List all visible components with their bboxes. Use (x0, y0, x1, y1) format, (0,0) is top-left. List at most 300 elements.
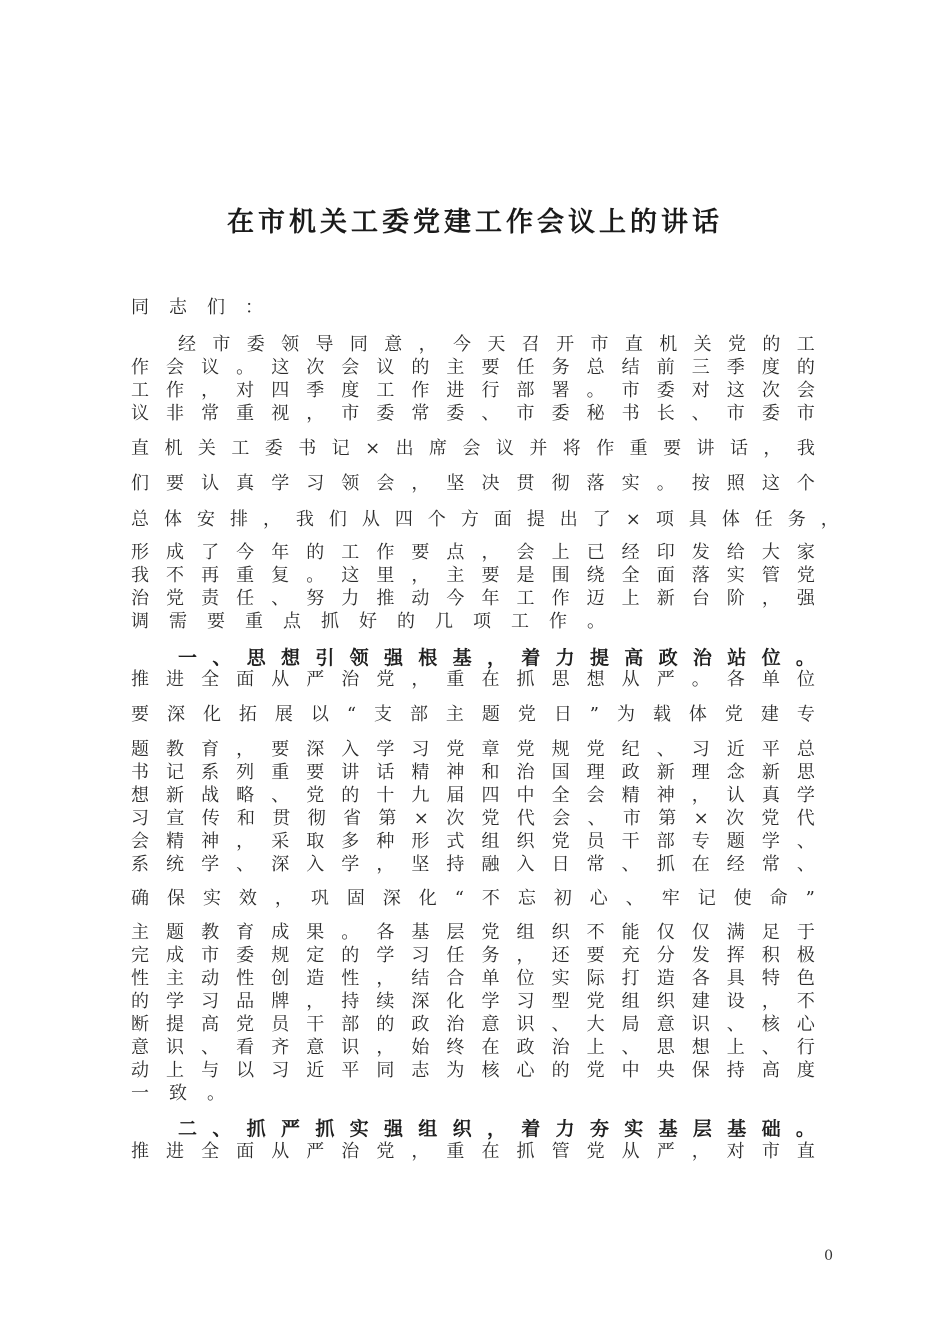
char: 体 (688, 704, 707, 725)
char: 政 (621, 762, 640, 783)
char: 今 (453, 334, 471, 355)
char: 位 (796, 669, 815, 690)
char: 断 (131, 1014, 149, 1035)
char: ， (481, 542, 500, 563)
char: 高 (624, 647, 644, 669)
char: ， (418, 334, 437, 355)
char: 、 (691, 403, 710, 424)
char: 行 (481, 380, 500, 401)
char: 实 (621, 473, 640, 494)
char: 组 (621, 991, 640, 1012)
char: 仅 (656, 922, 675, 943)
char: 育 (201, 739, 220, 760)
char: 要 (271, 739, 290, 760)
char: 。 (587, 611, 605, 632)
char: 对 (726, 1141, 745, 1162)
char: 位 (516, 968, 535, 989)
text-line (131, 784, 815, 808)
char: 导 (315, 334, 334, 355)
document-title: 在市机关工委党建工作会议上的讲话 (227, 207, 723, 238)
char: 对 (236, 380, 255, 401)
char: 动 (201, 968, 220, 989)
char: 推 (131, 669, 149, 690)
char: 严 (280, 1118, 300, 1140)
char: 党 (481, 922, 500, 943)
char: 点 (446, 542, 465, 563)
char: 的 (341, 945, 360, 966)
char: 议 (376, 357, 395, 378)
char: 贯 (516, 473, 535, 494)
char: 常 (411, 403, 430, 424)
char: 治 (516, 762, 535, 783)
char: 届 (446, 785, 465, 806)
char: 从 (271, 1141, 290, 1162)
char: 在 (481, 669, 500, 690)
char: 秘 (586, 403, 605, 424)
char: 年 (271, 542, 290, 563)
char: 化 (202, 704, 221, 725)
char: 以 (310, 704, 329, 725)
char: 根 (418, 647, 438, 669)
char: 的 (376, 1014, 395, 1035)
char: 管 (761, 565, 780, 586)
char: 党 (236, 1014, 255, 1035)
char: 具 (688, 509, 707, 530)
text-line (131, 830, 815, 854)
char: 习 (411, 739, 430, 760)
char: 基 (658, 1118, 678, 1140)
char: 认 (201, 473, 220, 494)
char: 委 (264, 438, 283, 459)
char: 、 (796, 854, 815, 875)
char: 党 (586, 739, 605, 760)
char: 和 (481, 762, 500, 783)
char: 市 (726, 403, 745, 424)
char: 育 (236, 922, 255, 943)
char: 、 (481, 403, 500, 424)
char: 意 (481, 1014, 500, 1035)
char: 保 (166, 888, 185, 909)
char: 点 (283, 611, 301, 632)
char: 党 (306, 785, 325, 806)
char: 抓 (656, 854, 675, 875)
char: 化 (418, 888, 437, 909)
char: 安 (196, 509, 215, 530)
text-line (131, 296, 815, 320)
char: 落 (691, 565, 710, 586)
section-heading-1 (178, 646, 815, 670)
char: 色 (796, 968, 815, 989)
char: 提 (589, 647, 609, 669)
char: 中 (516, 785, 535, 806)
char: 学 (481, 991, 500, 1012)
char: 终 (446, 1037, 465, 1058)
char: 我 (131, 565, 149, 586)
char: 对 (691, 380, 710, 401)
char: 、 (796, 831, 815, 852)
char: 、 (551, 1014, 570, 1035)
char: 品 (236, 991, 255, 1012)
char: 们 (328, 509, 347, 530)
char: 工 (516, 588, 535, 609)
text-line (131, 990, 815, 1014)
char: 会 (131, 831, 149, 852)
char: 委 (246, 334, 265, 355)
char: 、 (621, 854, 640, 875)
char: 话 (376, 762, 395, 783)
char: 了 (592, 509, 611, 530)
char: 第 (378, 808, 397, 829)
char: 题 (131, 739, 149, 760)
char: 志 (169, 297, 187, 318)
char: 省 (343, 808, 362, 829)
char: 是 (516, 565, 535, 586)
char: 规 (271, 945, 290, 966)
char: 议 (201, 357, 220, 378)
text-line (131, 761, 815, 785)
page-number: 0 (824, 1248, 833, 1264)
char: ， (306, 403, 325, 424)
char: 。 (306, 565, 325, 586)
char: 核 (761, 1014, 780, 1035)
char: 十 (376, 785, 395, 806)
char: 市 (621, 380, 640, 401)
char: 排 (229, 509, 248, 530)
char: 站 (727, 647, 747, 669)
char: 组 (516, 922, 535, 943)
char: 彻 (551, 473, 570, 494)
char: 市 (341, 403, 360, 424)
char: 一 (178, 647, 198, 669)
char: 党 (551, 831, 570, 852)
char: 任 (446, 945, 465, 966)
char: 续 (376, 991, 395, 1012)
char: 直 (624, 334, 643, 355)
char: 度 (341, 380, 360, 401)
char: 要 (131, 704, 149, 725)
char: ： (245, 297, 263, 318)
char: 教 (166, 739, 185, 760)
char: 日 (553, 704, 572, 725)
char: 的 (796, 357, 815, 378)
char: 部 (656, 831, 675, 852)
char: 发 (691, 945, 710, 966)
text-line (131, 668, 815, 692)
char: 记 (166, 762, 185, 783)
char: 印 (656, 542, 675, 563)
char: 意 (131, 1037, 149, 1058)
char: 作 (131, 357, 149, 378)
char: 治 (341, 669, 360, 690)
char: ， (691, 1141, 710, 1162)
char: 组 (418, 1118, 438, 1140)
char: 常 (761, 854, 780, 875)
char: 管 (551, 1141, 570, 1162)
char: 。 (586, 380, 605, 401)
char: 出 (559, 509, 578, 530)
char: 中 (621, 1060, 640, 1081)
char: × (693, 808, 709, 829)
char: × (365, 438, 381, 459)
char: 成 (271, 922, 290, 943)
char: 果 (306, 922, 325, 943)
text-line (131, 738, 815, 762)
char: 项 (473, 611, 491, 632)
char: 委 (376, 403, 395, 424)
char: 为 (616, 704, 635, 725)
char: 议 (131, 403, 149, 424)
char: 市 (516, 403, 535, 424)
char: 不 (166, 565, 185, 586)
char: 初 (553, 888, 572, 909)
char: 话 (729, 438, 748, 459)
char: 思 (551, 669, 570, 690)
char: 能 (621, 922, 640, 943)
char: 进 (166, 1141, 185, 1162)
char: 将 (562, 438, 581, 459)
text-line (131, 610, 815, 634)
char: 努 (306, 588, 325, 609)
char: 深 (382, 888, 401, 909)
char: 抓 (315, 1118, 335, 1140)
char: 三 (691, 357, 710, 378)
char: 宣 (166, 808, 185, 829)
char: 习 (271, 1060, 290, 1081)
char: 四 (481, 785, 500, 806)
char: 实 (551, 968, 570, 989)
text-line (131, 921, 815, 945)
char: 理 (691, 762, 710, 783)
char: 会 (462, 438, 481, 459)
char: ， (236, 739, 255, 760)
text-line (131, 944, 815, 968)
char: 意 (384, 334, 403, 355)
char: 委 (446, 403, 465, 424)
char: 。 (341, 922, 360, 943)
char: 主 (131, 922, 149, 943)
char: 委 (236, 945, 255, 966)
char: 学 (761, 831, 780, 852)
char: 采 (271, 831, 290, 852)
char: 深 (271, 854, 290, 875)
char: 、 (236, 854, 255, 875)
char: 完 (131, 945, 149, 966)
char: 上 (586, 1037, 605, 1058)
char: 新 (761, 762, 780, 783)
char: 主 (446, 565, 465, 586)
char: × (625, 509, 641, 530)
char: 干 (621, 831, 640, 852)
char: 务 (481, 945, 500, 966)
char: 书 (621, 403, 640, 424)
char: 造 (306, 968, 325, 989)
char: 委 (761, 403, 780, 424)
char: 工 (511, 611, 529, 632)
char: 治 (131, 588, 149, 609)
char: 题 (481, 704, 500, 725)
char: 员 (271, 1014, 290, 1035)
char: 、 (587, 808, 606, 829)
char: ， (411, 669, 430, 690)
char: 平 (341, 1060, 360, 1081)
char: 前 (656, 357, 675, 378)
section-heading-2 (178, 1117, 815, 1141)
char: 同 (131, 297, 149, 318)
char: 重 (446, 669, 465, 690)
char: 题 (166, 922, 185, 943)
char: ， (411, 473, 430, 494)
char: 动 (131, 1060, 149, 1081)
char: 新 (656, 762, 675, 783)
char: 推 (376, 588, 395, 609)
text-line (131, 402, 815, 426)
char: 要 (411, 542, 430, 563)
char: 。 (691, 669, 710, 690)
char: 党 (796, 565, 815, 586)
char: 同 (349, 334, 368, 355)
char: 学 (201, 854, 220, 875)
char: 持 (726, 1060, 745, 1081)
char: 严 (306, 669, 325, 690)
char: 层 (692, 1118, 712, 1140)
char: 想 (691, 1037, 710, 1058)
char: ， (761, 588, 780, 609)
char: 推 (131, 1141, 149, 1162)
char: 、 (625, 888, 644, 909)
char: 会 (586, 785, 605, 806)
char: 抓 (246, 1118, 266, 1140)
char: 力 (555, 647, 575, 669)
char: 、 (271, 588, 290, 609)
char: 习 (411, 945, 430, 966)
char: 实 (202, 888, 221, 909)
char: 题 (726, 831, 745, 852)
char: 深 (306, 739, 325, 760)
char: 足 (761, 922, 780, 943)
char: 重 (236, 403, 255, 424)
char: 意 (656, 1014, 675, 1035)
char: 按 (691, 473, 710, 494)
char: 展 (274, 704, 293, 725)
char: ， (236, 831, 255, 852)
char: 具 (726, 968, 745, 989)
char: 日 (551, 854, 570, 875)
char: 习 (201, 991, 220, 1012)
char: 学 (271, 473, 290, 494)
char: 充 (621, 945, 640, 966)
char: 为 (446, 1060, 465, 1081)
char: 强 (383, 647, 403, 669)
char: 识 (516, 1014, 535, 1035)
char: 识 (166, 1037, 185, 1058)
char: 党 (586, 991, 605, 1012)
char: 彻 (307, 808, 326, 829)
char: 重 (629, 438, 648, 459)
char: ， (201, 380, 220, 401)
char: 、 (761, 1037, 780, 1058)
char: 创 (271, 968, 290, 989)
char: 习 (131, 808, 149, 829)
char: 拓 (238, 704, 257, 725)
char: 认 (726, 785, 745, 806)
char: 学 (166, 991, 185, 1012)
char: 性 (236, 968, 255, 989)
char: 要 (207, 611, 225, 632)
char: 关 (197, 438, 216, 459)
char: 市 (796, 403, 815, 424)
char: 坚 (411, 854, 430, 875)
char: 强 (796, 588, 815, 609)
char: ， (411, 565, 430, 586)
char: 记 (331, 438, 350, 459)
char: 个 (796, 473, 815, 494)
char: 载 (652, 704, 671, 725)
char: 书 (131, 762, 149, 783)
char: 面 (236, 669, 255, 690)
char: 的 (131, 991, 149, 1012)
char: 结 (411, 968, 430, 989)
char: × (413, 808, 429, 829)
char: 心 (589, 888, 608, 909)
char: 会 (796, 380, 815, 401)
char: 作 (549, 611, 567, 632)
char: 特 (761, 968, 780, 989)
char: 积 (761, 945, 780, 966)
char: 规 (551, 739, 570, 760)
char: 。 (795, 1118, 815, 1140)
char: 仅 (691, 922, 710, 943)
text-line (131, 564, 815, 588)
char: 抓 (516, 669, 535, 690)
text-line (131, 967, 815, 991)
char: 会 (552, 808, 571, 829)
char: 在 (481, 1141, 500, 1162)
char: 第 (658, 808, 677, 829)
text-line (131, 379, 815, 403)
char: 重 (245, 611, 263, 632)
char: 发 (691, 542, 710, 563)
char: 总 (131, 509, 149, 530)
char: 力 (341, 588, 360, 609)
char: 打 (621, 968, 640, 989)
char: 局 (621, 1014, 640, 1035)
char: 精 (621, 785, 640, 806)
char: 工 (376, 380, 395, 401)
char: 这 (271, 357, 290, 378)
char: 市 (761, 1141, 780, 1162)
char: 重 (271, 762, 290, 783)
char: 经 (178, 334, 196, 355)
char: 神 (656, 785, 675, 806)
char: 全 (621, 565, 640, 586)
char: 主 (446, 357, 465, 378)
char: 常 (586, 854, 605, 875)
char: 落 (586, 473, 605, 494)
char: 天 (487, 334, 506, 355)
char: 志 (411, 1060, 430, 1081)
char: 意 (306, 1037, 325, 1058)
char: 从 (271, 669, 290, 690)
char: 效 (238, 888, 257, 909)
char: 设 (726, 991, 745, 1012)
char: 党 (728, 334, 746, 355)
char: 责 (201, 588, 220, 609)
char: 理 (586, 762, 605, 783)
char: 方 (460, 509, 479, 530)
char: 这 (726, 380, 745, 401)
char: 里 (376, 565, 395, 586)
char: 各 (376, 922, 395, 943)
